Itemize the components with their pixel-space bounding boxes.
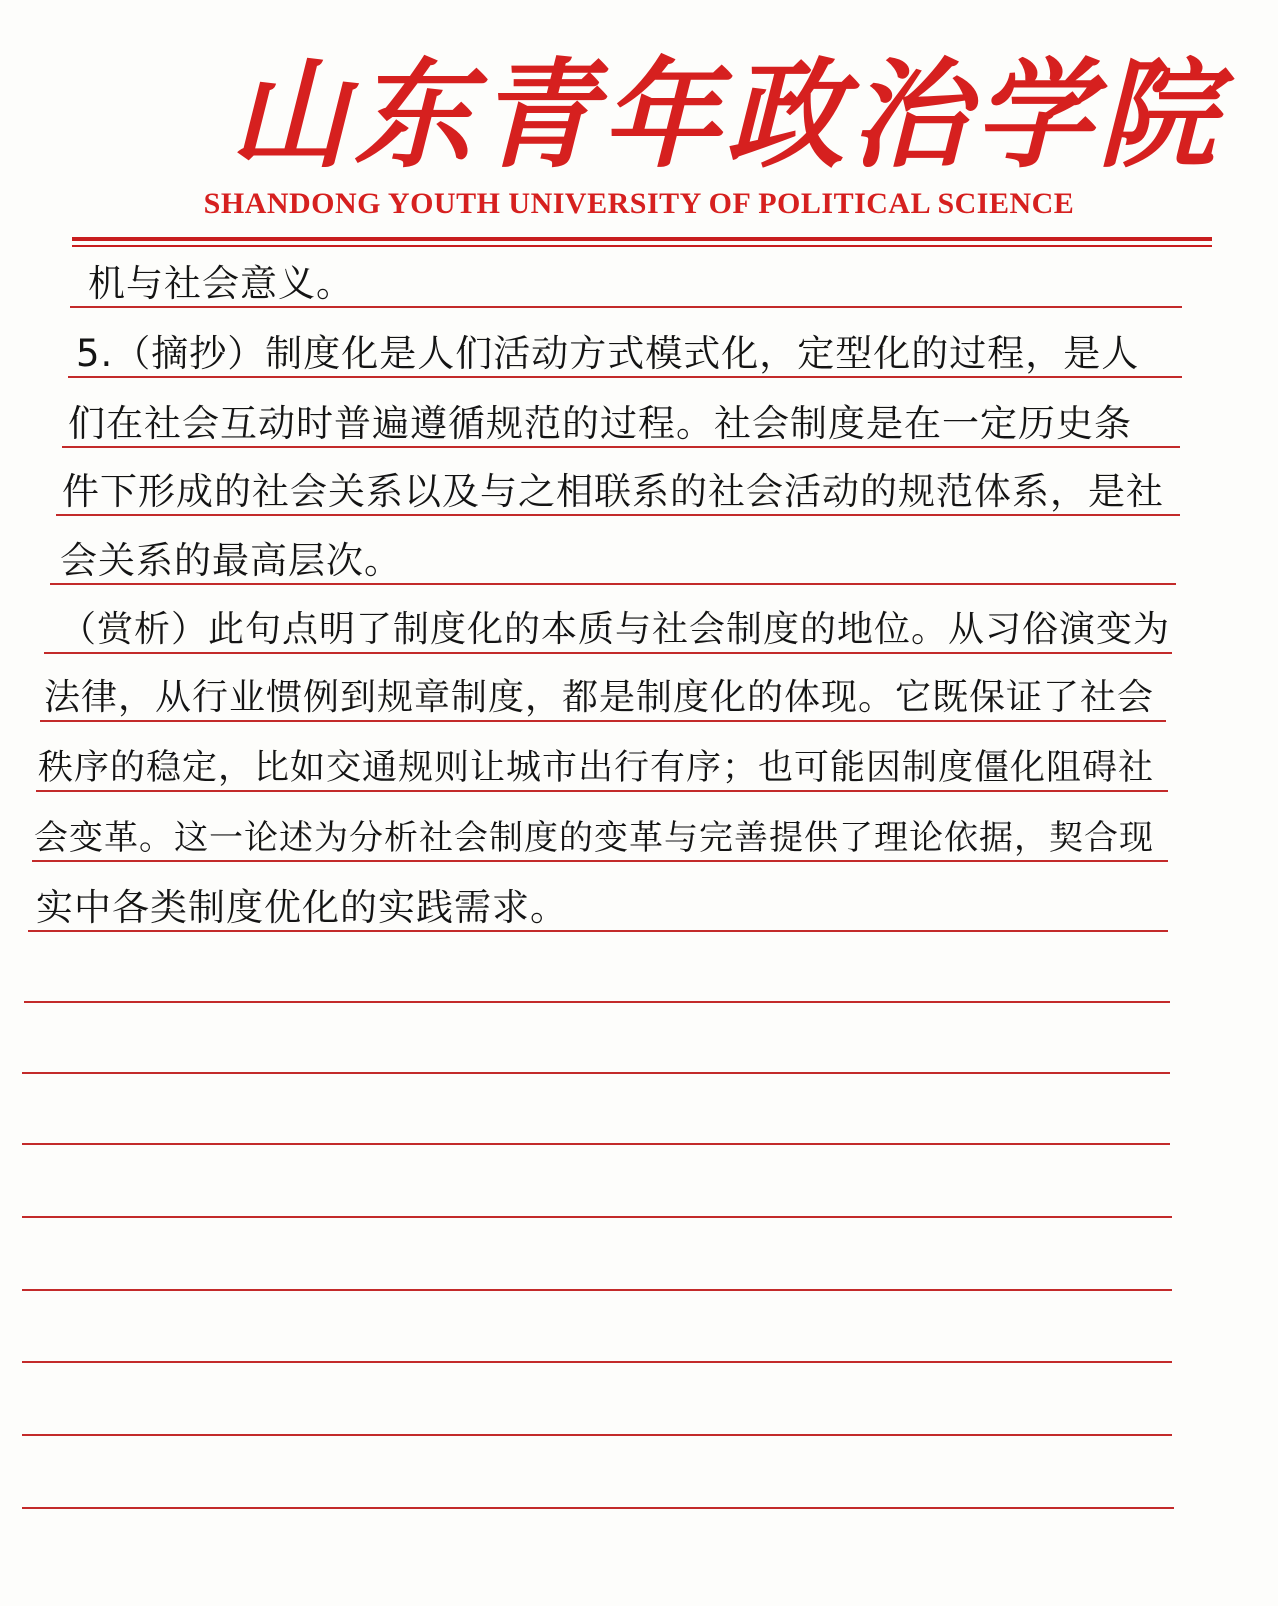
ruled-line [22,1507,1174,1509]
handwriting-line: 实中各类制度优化的实践需求。 [36,886,568,929]
handwriting-line: 会变革。这一论述为分析社会制度的变革与完善提供了理论依据，契合现 [34,818,1154,858]
handwriting-line: 件下形成的社会关系以及与之相联系的社会活动的规范体系，是社 [62,470,1164,513]
ruled-line [22,1361,1172,1363]
handwriting-line: 5.（摘抄）制度化是人们活动方式模式化，定型化的过程，是人 [76,332,1140,375]
handwriting-line: 法律，从行业惯例到规章制度，都是制度化的体现。它既保证了社会 [44,677,1155,718]
ruled-line [22,1143,1170,1145]
handwriting-line: 机与社会意义。 [88,262,354,305]
handwriting-line: 会关系的最高层次。 [60,539,402,582]
handwriting-line: 秩序的稳定，比如交通规则让城市出行有序；也可能因制度僵化阻碍社 [38,748,1155,788]
handwriting-line: 们在社会互动时普遍遵循规范的过程。社会制度是在一定历史条 [68,402,1132,445]
school-name-calligraphy: 山东青年政治学院 [230,45,1223,184]
header-rule-thin [72,245,1212,247]
school-name-english: SHANDONG YOUTH UNIVERSITY OF POLITICAL SCIENCE [203,187,1075,220]
letterhead [0,0,1278,250]
ruled-line [22,1289,1172,1291]
ruled-line [22,1072,1170,1074]
ruled-line [22,1216,1172,1218]
ruled-line [24,1001,1170,1003]
header-rule-thick [72,237,1212,241]
ruled-line [22,1434,1172,1436]
handwriting-line: （赏析）此句点明了制度化的本质与社会制度的地位。从习俗演变为 [60,609,1171,650]
